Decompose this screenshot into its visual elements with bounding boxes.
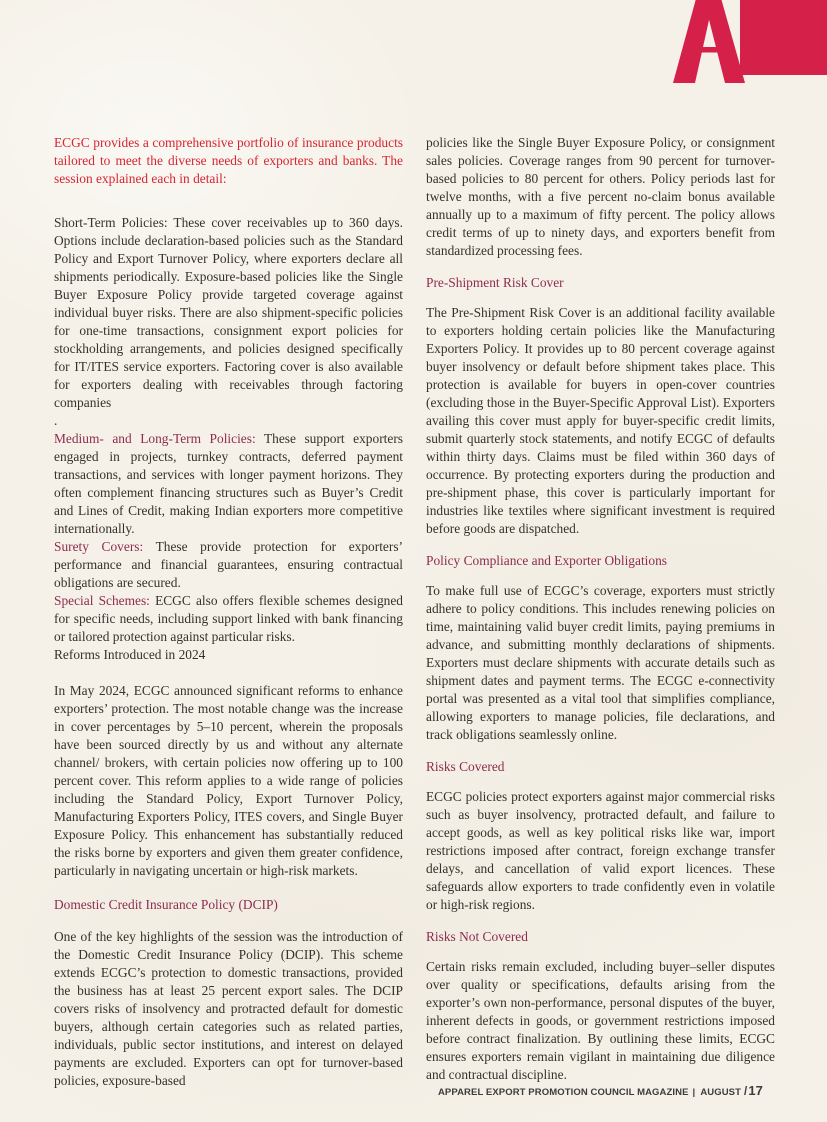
special-schemes-body: ECGC also offers flexible schemes designed for specific needs, including support linked with bank financing or tailored protection against particular risks. <box>54 593 403 644</box>
dcip-paragraph: One of the key highlights of the session was the introduction of the Domestic Credit Insurance Policy (DCIP). This scheme extends ECGC’s protection to domestic transactions, provided the business has at least 25 percent export sales. The DCIP covers risks of insolvency and protracted default for domestic buyers, although certain categories such as related parties, individuals, public sector institutions, and interest on delayed payments are excluded. Exporters can opt for turnover-based policies, exposure-based <box>54 929 403 1088</box>
left-column <box>54 134 403 1090</box>
may-2024-reforms-paragraph: In May 2024, ECGC announced significant reforms to enhance exporters’ protection. The most notable change was the increase in cover percentages by 5–10 percent, wherein the proposals have been sourced directly by us and without any alternate channel/ brokers, with certain policies now offering up to 100 percent cover. This reform applies to a wide range of policies including the Standard Policy, Export Turnover Policy, Manufacturing Exporters Policy, ITES covers, and Single Buyer Exposure Policy. This enhancement has substantially reduced the risks borne by exporters and given them greater confidence, particularly in navigating uncertain or high-risk markets. <box>54 683 403 878</box>
risks-not-covered-paragraph: Certain risks remain excluded, including buyer–seller disputes over quality or specifications, defaults arising from the exporter’s own non-performance, personal disputes of the buyer, inherent defects in goods, or government restrictions imposed before contract finalization. By outlining these limits, ECGC ensures exporters remain vigilant in maintaining due diligence and contractual discipline. <box>426 959 775 1082</box>
pre-shipment-heading: Pre-Shipment Risk Cover <box>426 275 564 290</box>
medium-long-term-body: These support exporters engaged in projects, turnkey contracts, deferred payment transactions, and services with longer payment horizons. They often complement financing structures such as Buyer’s Credit and Lines of Credit, making Indian exporters more competitive internationally. <box>54 431 403 536</box>
risks-not-covered-heading: Risks Not Covered <box>426 929 528 944</box>
footer-page-number: 17 <box>748 1083 763 1098</box>
footer-slash: / <box>744 1086 748 1098</box>
stray-period-line: . <box>54 413 58 428</box>
continuation-paragraph: policies like the Single Buyer Exposure Policy, or consignment sales policies. Coverage ranges from 90 percent for turnover-based policies to 80 percent for others. Policy periods last for twelve months, with a five percent no-claim bonus available annually up to a maximum of fifty percent. The policy allows credit terms of up to ninety days, and exporters benefit from standardized processing fees. <box>426 135 775 258</box>
footer-separator: | <box>692 1087 696 1098</box>
special-schemes-paragraph <box>54 592 403 646</box>
reforms-introduced-line: Reforms Introduced in 2024 <box>54 647 206 662</box>
apparel-a-logo-icon <box>660 0 827 85</box>
surety-covers-lead: Surety Covers: <box>54 539 144 554</box>
medium-long-term-paragraph <box>54 430 403 538</box>
policy-compliance-heading: Policy Compliance and Exporter Obligations <box>426 553 667 568</box>
footer-magazine-title: APPAREL EXPORT PROMOTION COUNCIL MAGAZINE <box>437 1087 689 1098</box>
intro-paragraph: ECGC provides a comprehensive portfolio of insurance products tailored to meet the diverse needs of exporters and banks. The session explained each in detail: <box>54 135 403 186</box>
medium-long-term-lead: Medium- and Long-Term Policies: <box>54 431 256 446</box>
risks-covered-heading: Risks Covered <box>426 759 505 774</box>
short-term-policies-paragraph: Short-Term Policies: These cover receivables up to 360 days. Options include declaration-based policies such as the Standard Policy and Export Turnover Policy, where exporters declare all shipments periodically. Exposure-based policies like the Single Buyer Exposure Policy provide targeted coverage against individual buyer risks. There are also shipment-specific policies for one-time transactions, consignment export policies for stockholding arrangements, and policies designed specifically for IT/ITES service exporters. Factoring cover is also available for exporters dealing with receivables through factoring companies <box>54 215 403 410</box>
policy-compliance-paragraph: To make full use of ECGC’s coverage, exporters must strictly adhere to policy conditions. This includes renewing policies on time, maintaining valid buyer credit limits, paying premiums in advance, and submitting monthly declarations of shipments. Exporters must declare shipments with accurate details such as shipment dates and payment terms. The ECGC e-connectivity portal was presented as a vital tool that simplifies compliance, allowing exporters to manage policies, file declarations, and track obligations seamlessly online. <box>426 583 775 742</box>
surety-covers-paragraph <box>54 538 403 592</box>
footer-month: AUGUST <box>700 1087 742 1098</box>
logo-red-block <box>740 0 827 75</box>
surety-covers-body: These provide protection for exporters’ performance and financial guarantees, ensuring contractual obligations are secured. <box>54 539 403 590</box>
pre-shipment-paragraph: The Pre-Shipment Risk Cover is an additional facility available to exporters holding certain policies like the Manufacturing Exporters Policy. It provides up to 80 percent coverage against buyer insolvency or default before shipment takes place. This protection is available for buyers in open-cover countries (excluding those in the Buyer-Specific Approval List). Exporters availing this cover must apply for buyer-specific credit limits, submit quarterly stock statements, and notify ECGC of defaults within thirty days. Claims must be filed within 360 days of occurrence. By protecting exporters during the production and pre-shipment phase, this cover is particularly important for industries like textiles where significant investment is required before goods are dispatched. <box>426 305 775 536</box>
dcip-heading: Domestic Credit Insurance Policy (DCIP) <box>54 897 278 912</box>
special-schemes-lead: Special Schemes: <box>54 593 150 608</box>
right-column <box>426 134 775 1084</box>
risks-covered-paragraph: ECGC policies protect exporters against major commercial risks such as buyer insolvency, protracted default, and failure to accept goods, as well as key political risks like war, import restrictions imposed after contract, foreign exchange transfer delays, and cancellation of valid export licences. These safeguards allow exporters to trade confidently even in volatile or high-risk regions. <box>426 789 775 912</box>
page-footer <box>0 1083 763 1098</box>
logo-a-crossbar <box>696 47 733 53</box>
